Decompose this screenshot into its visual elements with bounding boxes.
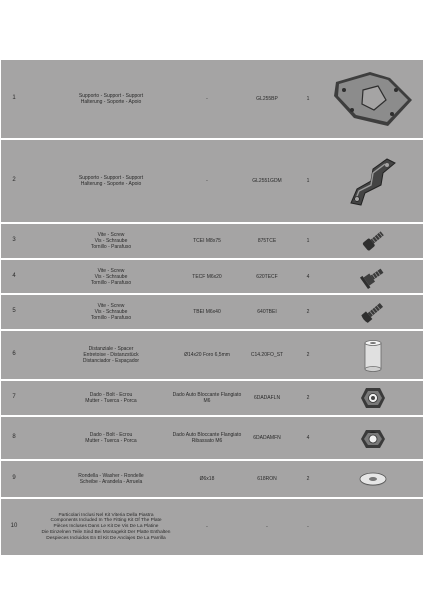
item-description: Rondella - Washer - Rondelle Scheibe - Arandela - Arruela bbox=[78, 473, 144, 485]
item-dimension: Ø14x20 Foro 6,5mm bbox=[184, 352, 230, 358]
item-code: 875TCE bbox=[257, 238, 277, 244]
item-code: C14.20FO_ST bbox=[250, 352, 284, 358]
item-quantity: 4 bbox=[306, 435, 310, 441]
item-code: 6DADAFLN bbox=[253, 395, 281, 401]
dome-nut-icon bbox=[327, 417, 419, 459]
item-number: 9 bbox=[12, 475, 16, 482]
parts-table bbox=[1, 60, 423, 555]
empty-image-cell bbox=[327, 499, 419, 555]
item-code: 618RON bbox=[257, 476, 277, 482]
table-row bbox=[1, 381, 423, 415]
item-number: 5 bbox=[12, 308, 16, 315]
item-number: 8 bbox=[12, 434, 16, 441]
table-row bbox=[1, 260, 423, 293]
item-number: 7 bbox=[12, 394, 16, 401]
item-dimension: TCEI M8x75 bbox=[193, 238, 221, 244]
item-dimension: - bbox=[206, 524, 208, 530]
item-code: 620TECF bbox=[256, 273, 278, 280]
item-quantity: 2 bbox=[306, 476, 310, 482]
table-row bbox=[1, 60, 423, 138]
item-description: Supporto - Support - Support Halterung - Soporte - Apoio bbox=[78, 93, 144, 105]
item-code: GL255BP bbox=[256, 96, 278, 102]
item-code: - bbox=[266, 524, 268, 530]
table-row bbox=[1, 461, 423, 497]
button-screw-icon bbox=[327, 295, 419, 329]
item-dimension: TBEI M6x40 bbox=[193, 309, 221, 315]
support-bracket-icon bbox=[327, 140, 419, 222]
socket-screw-icon bbox=[327, 224, 419, 258]
item-dimension: Dado Auto Bloccante Flangiato M6 bbox=[172, 392, 242, 404]
item-quantity: 1 bbox=[306, 238, 310, 244]
table-row bbox=[1, 140, 423, 222]
item-description: Vite - Screw Vis - Schraube Tornillo - Parafuso bbox=[90, 232, 132, 250]
flange-screw-icon bbox=[327, 260, 419, 293]
item-dimension: Ø6x18 bbox=[199, 476, 215, 482]
item-dimension: - bbox=[206, 96, 208, 102]
item-description: Dado - Bolt - Ecrou Mutter - Tuerca - Porca bbox=[85, 432, 137, 444]
item-quantity: 2 bbox=[306, 352, 310, 358]
table-row bbox=[1, 295, 423, 329]
item-number: 2 bbox=[12, 177, 16, 184]
item-quantity: 1 bbox=[306, 178, 310, 184]
item-code: 6DADAMFN bbox=[253, 435, 281, 441]
support-plate-icon bbox=[327, 60, 419, 138]
item-description: Supporto - Support - Support Halterung - Soporte - Apoio bbox=[78, 175, 144, 187]
item-number: 4 bbox=[12, 272, 16, 279]
table-row bbox=[1, 224, 423, 258]
item-number: 1 bbox=[12, 95, 16, 102]
item-quantity: 1 bbox=[306, 96, 310, 102]
item-description: Particolari Inclusi Nel Kit Viteria Della Piastra Components Included In The Fitting Kit Of The Plate Pièces Incluses Dans Le Kit De Vis De La Platine Die Einzelnen Teile Sind Bei Montagekit Der Platte Enthalten Despieces Incluidos En El Kit De Anclajes De La Parrilla bbox=[41, 512, 171, 541]
item-number: 3 bbox=[12, 237, 16, 244]
table-row bbox=[1, 331, 423, 379]
item-number: 10 bbox=[10, 523, 18, 530]
item-quantity: - bbox=[307, 524, 309, 530]
item-code: GL2551GDM bbox=[252, 178, 282, 184]
item-dimension: Dado Auto Bloccante Flangiato Ribassato M6 bbox=[172, 432, 242, 444]
item-code: 640TBEI bbox=[257, 309, 277, 315]
spacer-icon bbox=[327, 331, 419, 379]
item-number: 6 bbox=[12, 351, 16, 358]
flange-nut-icon bbox=[327, 381, 419, 415]
washer-icon bbox=[327, 461, 419, 497]
item-dimension: - bbox=[206, 178, 208, 184]
item-description: Distanziale - Spacer Entretoise - Distanzstück Distanciador - Espaçador bbox=[82, 346, 140, 364]
item-description: Dado - Bolt - Ecrou Mutter - Tuerca - Porca bbox=[85, 392, 137, 404]
item-quantity: 4 bbox=[306, 273, 310, 280]
item-quantity: 2 bbox=[306, 395, 310, 401]
item-description: Vite - Screw Vis - Schraube Tornillo - Parafuso bbox=[90, 267, 132, 286]
table-row bbox=[1, 417, 423, 459]
item-quantity: 2 bbox=[306, 309, 310, 315]
item-dimension: TECF M6x20 bbox=[192, 273, 222, 280]
table-row bbox=[1, 499, 423, 555]
item-description: Vite - Screw Vis - Schraube Tornillo - Parafuso bbox=[90, 303, 132, 321]
